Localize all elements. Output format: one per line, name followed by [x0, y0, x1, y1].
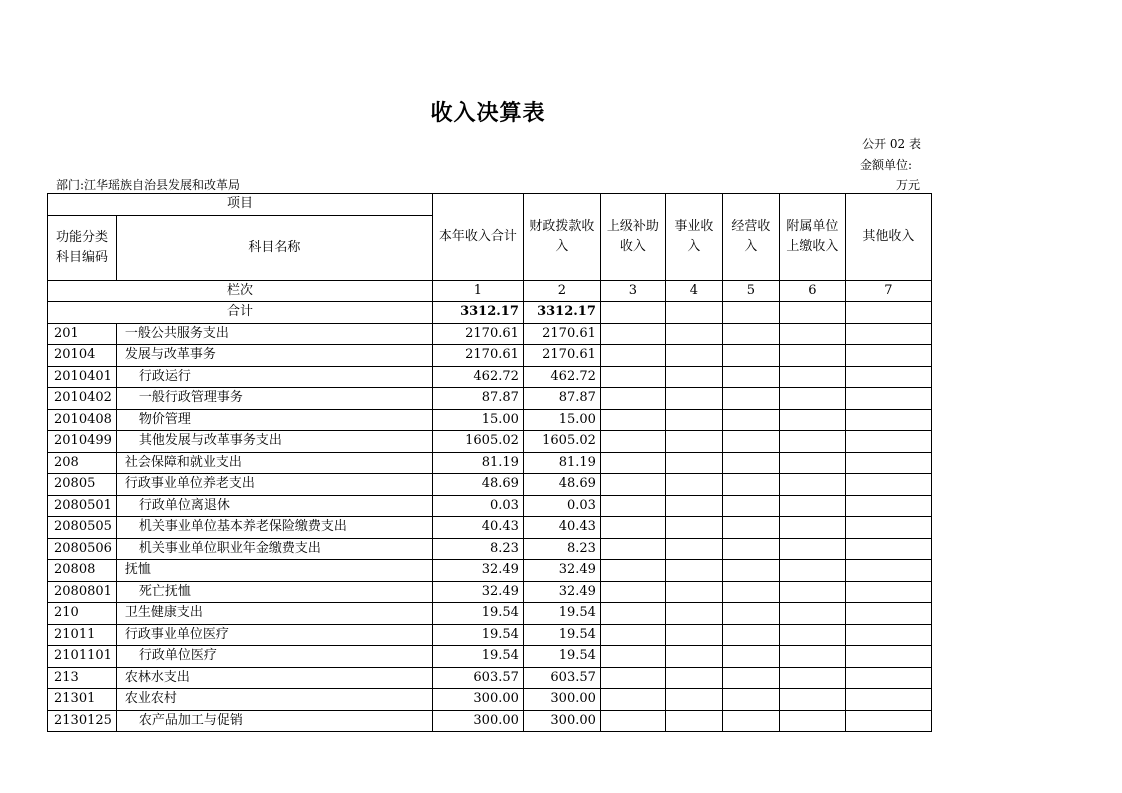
- empty-cell: [722, 495, 779, 517]
- empty-cell: [722, 431, 779, 453]
- table-row: [48, 538, 932, 560]
- empty-cell: [665, 474, 722, 496]
- amount-fiscal: 87.87: [523, 388, 600, 410]
- amount-fiscal: 462.72: [523, 366, 600, 388]
- column-number: 5: [722, 280, 779, 302]
- amount-fiscal: 2170.61: [523, 345, 600, 367]
- amount-total: 87.87: [432, 388, 523, 410]
- empty-cell: [845, 581, 931, 603]
- subject-code: 2010408: [48, 409, 117, 431]
- empty-cell: [779, 689, 845, 711]
- empty-cell: [779, 495, 845, 517]
- amount-total: 2170.61: [432, 345, 523, 367]
- empty-cell: [665, 409, 722, 431]
- empty-cell: [779, 366, 845, 388]
- amount-total: 32.49: [432, 581, 523, 603]
- table-row: [48, 646, 932, 668]
- column-number: 3: [600, 280, 665, 302]
- subject-code: 20808: [48, 560, 117, 582]
- empty-cell: [600, 581, 665, 603]
- empty-cell: [665, 560, 722, 582]
- subject-name: 社会保障和就业支出: [116, 452, 432, 474]
- empty-cell: [665, 603, 722, 625]
- empty-cell: [845, 431, 931, 453]
- empty-cell: [665, 495, 722, 517]
- empty-cell: [722, 667, 779, 689]
- empty-cell: [665, 581, 722, 603]
- subject-name: 抚恤: [116, 560, 432, 582]
- subject-code: 210: [48, 603, 117, 625]
- total-row: [48, 302, 932, 324]
- subject-code: 2080501: [48, 495, 117, 517]
- column-number-label: 栏次: [48, 280, 433, 302]
- empty-cell: [600, 388, 665, 410]
- empty-cell: [722, 710, 779, 732]
- empty-cell: [845, 474, 931, 496]
- amount-fiscal: 2170.61: [523, 323, 600, 345]
- amount-fiscal: 48.69: [523, 474, 600, 496]
- empty-cell: [722, 323, 779, 345]
- empty-cell: [665, 538, 722, 560]
- column-number: 7: [845, 280, 931, 302]
- total-amount: 3312.17: [432, 302, 523, 324]
- empty-cell: [600, 366, 665, 388]
- subject-code: 2080505: [48, 517, 117, 539]
- empty-cell: [779, 431, 845, 453]
- empty-cell: [600, 323, 665, 345]
- amount-fiscal: 8.23: [523, 538, 600, 560]
- empty-cell: [665, 302, 722, 324]
- amount-total: 2170.61: [432, 323, 523, 345]
- subject-name: 农林水支出: [116, 667, 432, 689]
- header-col4: 事业收入: [665, 194, 722, 281]
- subject-name: 机关事业单位职业年金缴费支出: [116, 538, 432, 560]
- table-row: [48, 517, 932, 539]
- empty-cell: [845, 388, 931, 410]
- subject-name: 行政单位医疗: [116, 646, 432, 668]
- empty-cell: [665, 517, 722, 539]
- amount-total: 48.69: [432, 474, 523, 496]
- empty-cell: [845, 560, 931, 582]
- empty-cell: [665, 646, 722, 668]
- empty-cell: [845, 409, 931, 431]
- amount-total: 0.03: [432, 495, 523, 517]
- amount-total: 1605.02: [432, 431, 523, 453]
- amount-fiscal: 603.57: [523, 667, 600, 689]
- empty-cell: [665, 710, 722, 732]
- empty-cell: [845, 302, 931, 324]
- empty-cell: [722, 388, 779, 410]
- empty-cell: [779, 452, 845, 474]
- empty-cell: [600, 474, 665, 496]
- empty-cell: [845, 538, 931, 560]
- subject-code: 2101101: [48, 646, 117, 668]
- department-label: 部门:江华瑶族自治县发展和改革局: [56, 178, 241, 192]
- empty-cell: [600, 409, 665, 431]
- empty-cell: [722, 517, 779, 539]
- table-row: [48, 452, 932, 474]
- amount-total: 15.00: [432, 409, 523, 431]
- empty-cell: [845, 323, 931, 345]
- empty-cell: [600, 431, 665, 453]
- amount-total: 40.43: [432, 517, 523, 539]
- empty-cell: [600, 517, 665, 539]
- table-row: [48, 689, 932, 711]
- empty-cell: [779, 409, 845, 431]
- form-number: 公开 02 表: [862, 137, 921, 151]
- amount-fiscal: 32.49: [523, 581, 600, 603]
- amount-total: 81.19: [432, 452, 523, 474]
- empty-cell: [779, 323, 845, 345]
- amount-total: 19.54: [432, 646, 523, 668]
- unit-value: 万元: [895, 178, 920, 192]
- subject-code: 213: [48, 667, 117, 689]
- empty-cell: [779, 538, 845, 560]
- empty-cell: [722, 560, 779, 582]
- income-table: [47, 193, 932, 732]
- amount-fiscal: 40.43: [523, 517, 600, 539]
- subject-name: 物价管理: [116, 409, 432, 431]
- empty-cell: [722, 646, 779, 668]
- page-title: 收入决算表: [430, 101, 546, 126]
- subject-name: 死亡抚恤: [116, 581, 432, 603]
- subject-code: 208: [48, 452, 117, 474]
- header-col2: 财政拨款收入: [523, 194, 600, 281]
- empty-cell: [845, 689, 931, 711]
- table-row: [48, 624, 932, 646]
- subject-name: 农产品加工与促销: [116, 710, 432, 732]
- total-label: 合计: [48, 302, 433, 324]
- amount-fiscal: 1605.02: [523, 431, 600, 453]
- table-row: [48, 667, 932, 689]
- empty-cell: [845, 646, 931, 668]
- table-row: [48, 388, 932, 410]
- empty-cell: [665, 624, 722, 646]
- empty-cell: [722, 345, 779, 367]
- header-row-1: [48, 194, 932, 216]
- subject-code: 21011: [48, 624, 117, 646]
- amount-total: 19.54: [432, 603, 523, 625]
- empty-cell: [600, 646, 665, 668]
- empty-cell: [600, 667, 665, 689]
- empty-cell: [665, 323, 722, 345]
- subject-code: 20805: [48, 474, 117, 496]
- amount-total: 462.72: [432, 366, 523, 388]
- column-number: 6: [779, 280, 845, 302]
- amount-total: 603.57: [432, 667, 523, 689]
- header-col3: 上级补助收入: [600, 194, 665, 281]
- table-row: [48, 495, 932, 517]
- empty-cell: [779, 302, 845, 324]
- empty-cell: [779, 388, 845, 410]
- column-number: 4: [665, 280, 722, 302]
- header-name: 科目名称: [116, 215, 432, 280]
- empty-cell: [779, 667, 845, 689]
- table-row: [48, 603, 932, 625]
- empty-cell: [600, 689, 665, 711]
- empty-cell: [845, 603, 931, 625]
- table-row: [48, 431, 932, 453]
- empty-cell: [722, 302, 779, 324]
- subject-name: 行政事业单位养老支出: [116, 474, 432, 496]
- empty-cell: [722, 689, 779, 711]
- subject-name: 其他发展与改革事务支出: [116, 431, 432, 453]
- header-col6: 附属单位上缴收入: [779, 194, 845, 281]
- subject-code: 20104: [48, 345, 117, 367]
- empty-cell: [779, 603, 845, 625]
- table-row: [48, 409, 932, 431]
- empty-cell: [779, 646, 845, 668]
- empty-cell: [779, 560, 845, 582]
- empty-cell: [779, 474, 845, 496]
- subject-name: 行政事业单位医疗: [116, 624, 432, 646]
- empty-cell: [600, 345, 665, 367]
- subject-name: 一般公共服务支出: [116, 323, 432, 345]
- amount-total: 32.49: [432, 560, 523, 582]
- subject-name: 卫生健康支出: [116, 603, 432, 625]
- empty-cell: [600, 302, 665, 324]
- amount-fiscal: 32.49: [523, 560, 600, 582]
- empty-cell: [845, 366, 931, 388]
- empty-cell: [845, 345, 931, 367]
- amount-total: 300.00: [432, 689, 523, 711]
- amount-total: 19.54: [432, 624, 523, 646]
- amount-fiscal: 15.00: [523, 409, 600, 431]
- subject-code: 2010499: [48, 431, 117, 453]
- amount-fiscal: 19.54: [523, 603, 600, 625]
- empty-cell: [665, 689, 722, 711]
- empty-cell: [600, 624, 665, 646]
- empty-cell: [600, 495, 665, 517]
- amount-total: 8.23: [432, 538, 523, 560]
- empty-cell: [722, 474, 779, 496]
- empty-cell: [665, 366, 722, 388]
- amount-fiscal: 0.03: [523, 495, 600, 517]
- subject-code: 2010402: [48, 388, 117, 410]
- amount-fiscal: 19.54: [523, 646, 600, 668]
- empty-cell: [722, 409, 779, 431]
- header-code: 功能分类科目编码: [48, 215, 117, 280]
- subject-name: 机关事业单位基本养老保险缴费支出: [116, 517, 432, 539]
- empty-cell: [600, 538, 665, 560]
- total-fiscal: 3312.17: [523, 302, 600, 324]
- empty-cell: [665, 388, 722, 410]
- amount-fiscal: 81.19: [523, 452, 600, 474]
- empty-cell: [845, 667, 931, 689]
- empty-cell: [665, 431, 722, 453]
- column-number-row: [48, 280, 932, 302]
- table-row: [48, 581, 932, 603]
- empty-cell: [779, 581, 845, 603]
- empty-cell: [779, 517, 845, 539]
- subject-name: 农业农村: [116, 689, 432, 711]
- empty-cell: [845, 624, 931, 646]
- column-number: 2: [523, 280, 600, 302]
- table-row: [48, 345, 932, 367]
- subject-name: 行政单位离退休: [116, 495, 432, 517]
- header-col1: 本年收入合计: [432, 194, 523, 281]
- empty-cell: [665, 667, 722, 689]
- subject-code: 2080506: [48, 538, 117, 560]
- empty-cell: [845, 517, 931, 539]
- table-row: [48, 366, 932, 388]
- empty-cell: [779, 345, 845, 367]
- subject-code: 201: [48, 323, 117, 345]
- empty-cell: [722, 538, 779, 560]
- subject-name: 发展与改革事务: [116, 345, 432, 367]
- amount-total: 300.00: [432, 710, 523, 732]
- unit-label: 金额单位:: [859, 158, 912, 172]
- empty-cell: [722, 452, 779, 474]
- header-col7: 其他收入: [845, 194, 931, 281]
- table-row: [48, 474, 932, 496]
- table-row: [48, 560, 932, 582]
- empty-cell: [845, 495, 931, 517]
- table-row: [48, 323, 932, 345]
- empty-cell: [665, 452, 722, 474]
- subject-code: 2130125: [48, 710, 117, 732]
- empty-cell: [600, 560, 665, 582]
- empty-cell: [779, 710, 845, 732]
- table-row: [48, 710, 932, 732]
- empty-cell: [600, 452, 665, 474]
- empty-cell: [722, 581, 779, 603]
- column-number: 1: [432, 280, 523, 302]
- header-item: 项目: [48, 194, 433, 216]
- subject-code: 21301: [48, 689, 117, 711]
- empty-cell: [845, 452, 931, 474]
- subject-code: 2010401: [48, 366, 117, 388]
- empty-cell: [779, 624, 845, 646]
- empty-cell: [600, 710, 665, 732]
- amount-fiscal: 300.00: [523, 710, 600, 732]
- empty-cell: [600, 603, 665, 625]
- subject-name: 一般行政管理事务: [116, 388, 432, 410]
- empty-cell: [722, 366, 779, 388]
- empty-cell: [845, 710, 931, 732]
- empty-cell: [665, 345, 722, 367]
- amount-fiscal: 19.54: [523, 624, 600, 646]
- amount-fiscal: 300.00: [523, 689, 600, 711]
- subject-name: 行政运行: [116, 366, 432, 388]
- subject-code: 2080801: [48, 581, 117, 603]
- empty-cell: [722, 624, 779, 646]
- empty-cell: [722, 603, 779, 625]
- header-col5: 经营收入: [722, 194, 779, 281]
